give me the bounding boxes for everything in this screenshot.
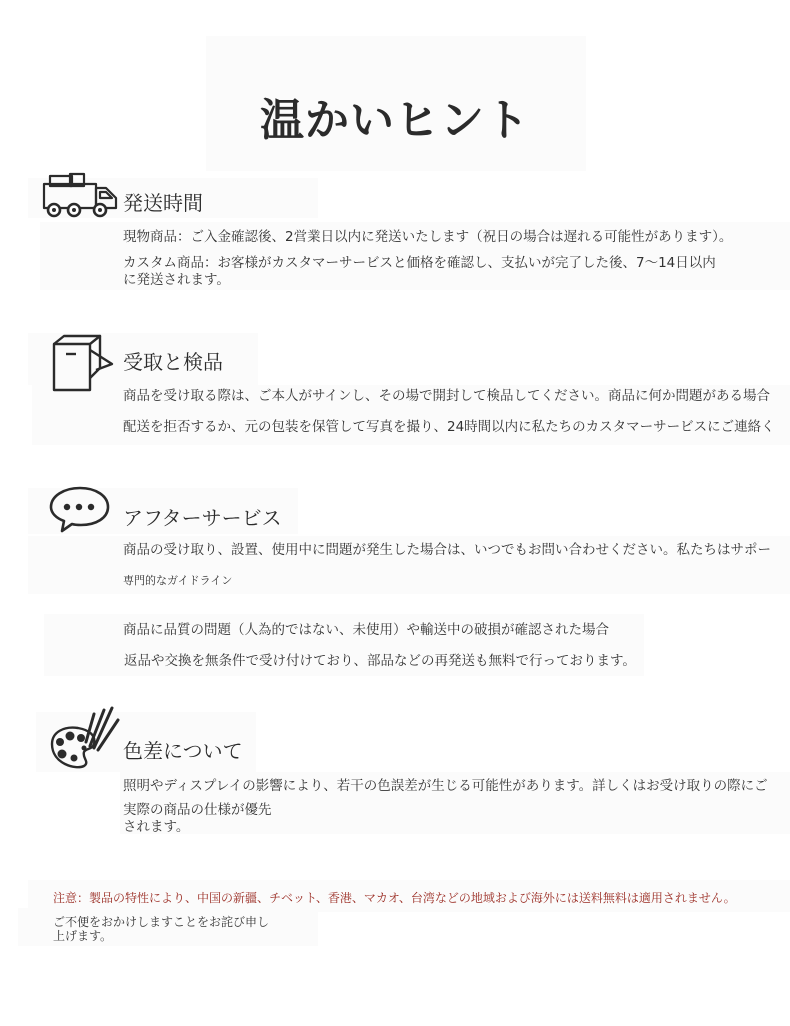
chat-bubble-icon (48, 484, 114, 534)
color-line-1: 照明やディスプレイの影響により、若干の色誤差が生じる可能性があります。詳しくはお受け取りの際にご (123, 778, 768, 794)
aftersales-line-4: 返品や交換を無条件で受け付けており、部品などの再発送も無料で行っております。 (124, 653, 636, 669)
page-title: 温かいヒント (260, 95, 530, 146)
box-icon (46, 334, 118, 396)
aftersales-line-2: 専門的なガイドライン (123, 574, 233, 587)
truck-icon (40, 170, 122, 220)
section-heading-aftersales: アフターサービス (123, 506, 282, 530)
section-heading-color: 色差について (123, 739, 243, 763)
shipping-line-2: カスタム商品：お客様がカスタマーサービスと価格を確認し、支払いが完了した後、7〜14日以内に発送されます。 (123, 255, 716, 288)
section-heading-shipping: 発送時間 (123, 191, 203, 215)
aftersales-line-3: 商品に品質の問題（人為的ではない、未使用）や輸送中の破損が確認された場合 (123, 622, 609, 638)
color-line-2: 実際の商品の仕様が優先されます。 (123, 802, 272, 835)
section-heading-receipt: 受取と検品 (123, 350, 223, 374)
palette-icon (46, 702, 124, 774)
shipping-line-1: 現物商品：ご入金確認後、2営業日以内に発送いたします（祝日の場合は遅れる可能性があります）。 (123, 229, 733, 245)
aftersales-line-1: 商品の受け取り、設置、使用中に問題が発生した場合は、いつでもお問い合わせください。私たちはサポー (123, 542, 771, 558)
apology-text: ご不便をおかけしますことをお詫び申し上げます。 (53, 915, 270, 943)
shipping-notice: 注意：製品の特性により、中国の新疆、チベット、香港、マカオ、台湾などの地域および海外には送料無料は適用されません。 (53, 891, 736, 905)
receipt-line-2: 配送を拒否するか、元の包装を保管して写真を撮り、24時間以内に私たちのカスタマーサービスにご連絡く (123, 419, 775, 435)
receipt-line-1: 商品を受け取る際は、ご本人がサインし、その場で開封して検品してください。商品に何か問題がある場合 (123, 388, 771, 404)
